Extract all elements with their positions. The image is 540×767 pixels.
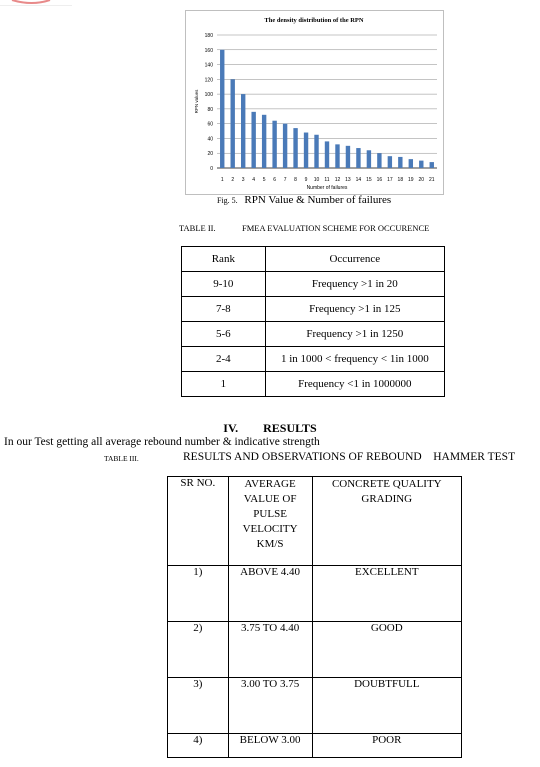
table-row bbox=[168, 566, 462, 622]
x-tick-label: 15 bbox=[366, 177, 372, 183]
bar bbox=[409, 159, 413, 168]
x-tick-label: 20 bbox=[418, 177, 425, 183]
table-header-row bbox=[168, 477, 462, 566]
table-row bbox=[182, 322, 445, 347]
bar bbox=[231, 79, 235, 168]
table-cell: 1 bbox=[182, 372, 266, 397]
bar bbox=[304, 133, 308, 168]
y-tick-label: 40 bbox=[207, 136, 213, 143]
x-tick-label: 16 bbox=[376, 177, 383, 183]
x-tick-label: 9 bbox=[304, 177, 308, 183]
table-cell: Frequency >1 in 20 bbox=[265, 272, 444, 297]
y-tick-label: 180 bbox=[204, 33, 213, 39]
table-cell: 9-10 bbox=[182, 272, 266, 297]
x-tick-label: 1 bbox=[220, 177, 224, 183]
corner-decoration bbox=[0, 0, 72, 6]
x-tick-label: 18 bbox=[397, 177, 404, 183]
x-tick-label: 11 bbox=[324, 177, 330, 183]
rpn-chart-frame bbox=[185, 10, 444, 195]
table3-title: RESULTS AND OBSERVATIONS OF REBOUND HAMMER TEST bbox=[183, 451, 516, 463]
bar bbox=[283, 124, 287, 168]
table-cell: 2) bbox=[168, 622, 229, 678]
table-cell: 7-8 bbox=[182, 297, 266, 322]
table-cell: 1) bbox=[168, 566, 229, 622]
table-cell: 3.00 TO 3.75 bbox=[228, 678, 312, 734]
y-tick-label: 0 bbox=[210, 166, 213, 172]
y-tick-label: 80 bbox=[207, 106, 213, 113]
x-axis-label: Number of failures bbox=[306, 185, 348, 191]
bar bbox=[377, 153, 381, 168]
table-header-cell: AVERAGE VALUE OF PULSE VELOCITY KM/S bbox=[228, 477, 312, 566]
x-tick-label: 7 bbox=[283, 177, 287, 183]
table-header-cell: Occurrence bbox=[265, 247, 444, 272]
bar bbox=[356, 148, 360, 168]
table-row bbox=[182, 297, 445, 322]
x-tick-label: 21 bbox=[428, 177, 435, 183]
x-tick-label: 8 bbox=[294, 177, 297, 183]
table-row bbox=[182, 347, 445, 372]
table2-label: TABLE II. bbox=[179, 223, 216, 233]
table-cell: ABOVE 4.40 bbox=[228, 566, 312, 622]
bar bbox=[419, 161, 423, 168]
table3 bbox=[167, 476, 462, 758]
figure-caption bbox=[217, 194, 391, 206]
table-cell: POOR bbox=[312, 734, 461, 758]
table-cell: 2-4 bbox=[182, 347, 266, 372]
table-cell: DOUBTFULL bbox=[312, 678, 461, 734]
bar bbox=[293, 128, 297, 168]
table-row bbox=[182, 272, 445, 297]
table-row bbox=[168, 734, 462, 758]
table-cell: BELOW 3.00 bbox=[228, 734, 312, 758]
bar bbox=[335, 144, 339, 168]
table2-title: FMEA EVALUATION SCHEME FOR OCCURENCE bbox=[242, 223, 430, 233]
section-number: IV. bbox=[223, 421, 239, 435]
x-tick-label: 4 bbox=[252, 177, 256, 183]
figure-caption-text: RPN Value & Number of failures bbox=[244, 194, 392, 206]
table-cell: 4) bbox=[168, 734, 229, 758]
y-axis-label: RPN values bbox=[194, 89, 199, 114]
table-cell: 3) bbox=[168, 678, 229, 734]
x-tick-label: 2 bbox=[231, 177, 235, 183]
table-cell: 5-6 bbox=[182, 322, 266, 347]
bar bbox=[346, 146, 350, 168]
x-tick-label: 3 bbox=[241, 177, 245, 183]
table-header-row bbox=[182, 247, 445, 272]
bar bbox=[388, 156, 392, 168]
table-cell: 3.75 TO 4.40 bbox=[228, 622, 312, 678]
x-tick-label: 17 bbox=[387, 177, 393, 183]
x-tick-label: 5 bbox=[262, 177, 266, 183]
table-row bbox=[168, 678, 462, 734]
bar bbox=[251, 112, 255, 168]
bar bbox=[241, 94, 245, 168]
x-tick-label: 14 bbox=[355, 177, 362, 183]
section-heading bbox=[0, 421, 540, 436]
y-tick-label: 100 bbox=[204, 92, 213, 99]
table-header-cell: SR NO. bbox=[168, 477, 229, 566]
table-cell: EXCELLENT bbox=[312, 566, 461, 622]
table-cell: Frequency >1 in 1250 bbox=[265, 322, 444, 347]
bar bbox=[325, 141, 329, 168]
section-title: RESULTS bbox=[263, 421, 317, 435]
table3-label: TABLE III. bbox=[104, 454, 139, 463]
table-cell: 1 in 1000 < frequency < 1in 1000 bbox=[265, 347, 444, 372]
x-tick-label: 12 bbox=[334, 177, 341, 183]
y-tick-label: 120 bbox=[204, 77, 213, 84]
y-tick-label: 20 bbox=[207, 151, 213, 158]
bar bbox=[220, 50, 224, 168]
bar bbox=[398, 157, 402, 168]
table-row bbox=[182, 372, 445, 397]
y-tick-label: 60 bbox=[207, 121, 213, 128]
y-tick-label: 140 bbox=[204, 62, 213, 69]
chart-title: The density distribution of the RPN bbox=[264, 17, 364, 24]
bar bbox=[430, 162, 434, 168]
figure-number: Fig. 5. bbox=[217, 196, 238, 205]
bar bbox=[262, 115, 266, 168]
bar bbox=[367, 150, 371, 168]
table2 bbox=[181, 246, 445, 397]
rpn-bar-chart bbox=[186, 11, 443, 194]
x-tick-label: 6 bbox=[273, 177, 277, 183]
x-tick-label: 10 bbox=[313, 177, 320, 183]
table-cell: Frequency <1 in 1000000 bbox=[265, 372, 444, 397]
table-header-cell: CONCRETE QUALITY GRADING bbox=[312, 477, 461, 566]
bar bbox=[272, 121, 276, 168]
body-paragraph: In our Test getting all average rebound number & indicative strength bbox=[4, 436, 320, 448]
table-cell: Frequency >1 in 125 bbox=[265, 297, 444, 322]
x-tick-label: 13 bbox=[345, 177, 351, 183]
table-row bbox=[168, 622, 462, 678]
table-cell: GOOD bbox=[312, 622, 461, 678]
y-tick-label: 160 bbox=[204, 47, 213, 54]
bar bbox=[314, 135, 318, 168]
x-tick-label: 19 bbox=[408, 177, 414, 183]
table-header-cell: Rank bbox=[182, 247, 266, 272]
